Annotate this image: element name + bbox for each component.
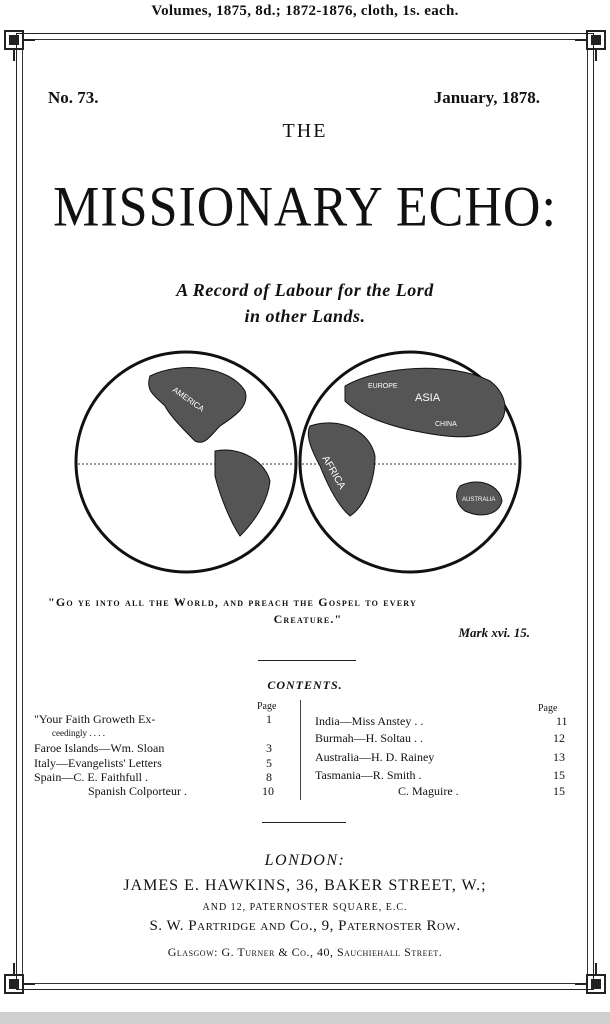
label-europe: EUROPE [368, 383, 398, 390]
toc-entry-title: Italy—Evangelists' Letters [34, 756, 162, 770]
imprint-publisher-line: JAMES E. HAWKINS, 36, BAKER STREET, W.; [123, 877, 487, 894]
title-prefix: THE [282, 120, 328, 142]
label-america: AMERICA [170, 385, 206, 414]
header-note: Volumes, 1875, 8d.; 1872-1876, cloth, 1s. each. [151, 3, 459, 19]
toc-entry-page: 15 [553, 784, 565, 798]
left-page-header: Page [257, 701, 277, 712]
label-australia: AUSTRALIA [462, 497, 496, 503]
toc-entry-title: India—Miss Anstey . . [315, 714, 424, 728]
issue-number: No. 73. [48, 88, 99, 107]
subtitle-line-1: A Record of Labour for the Lord [176, 280, 434, 300]
toc-entry-page: 12 [553, 731, 565, 745]
toc-entry-page: 5 [266, 756, 272, 770]
imprint-address-line: AND 12, PATERNOSTER SQUARE, E.C. [202, 902, 408, 913]
toc-entry-title: ceedingly . . . . [52, 728, 105, 738]
toc-entry-page: 13 [553, 750, 565, 764]
quote-line-1: "Go ye into all the World, and preach the Gospel to every [48, 595, 417, 609]
issue-date: January, 1878. [433, 88, 540, 107]
toc-entry-title: Faroe Islands—Wm. Sloan [34, 741, 165, 755]
toc-entry-page: 1 [266, 712, 272, 726]
toc-entry-title: Tasmania—R. Smith . [315, 768, 422, 782]
contents-heading: CONTENTS. [267, 678, 343, 692]
toc-entry-page: 15 [553, 768, 565, 782]
quote-line-2: Creature." [273, 612, 343, 626]
scripture-citation: Mark xvi. 15. [458, 625, 530, 640]
label-asia: ASIA [415, 392, 441, 404]
right-page-header: Page [538, 703, 558, 714]
toc-entry-title: Australia—H. D. Rainey [315, 750, 435, 764]
masthead-title: MISSIONARY ECHO: [53, 176, 557, 239]
toc-entry-title: Burmah—H. Soltau . . [315, 731, 423, 745]
toc-entry-title: Spain—C. E. Faithfull . [34, 770, 148, 784]
toc-entry-page: 10 [262, 784, 274, 798]
toc-entry-title: "Your Faith Groweth Ex- [34, 712, 156, 726]
toc-entry-page: 3 [266, 741, 272, 755]
subtitle-line-2: in other Lands. [244, 306, 366, 326]
label-china: CHINA [435, 421, 457, 428]
toc-entry-page: 8 [266, 770, 272, 784]
imprint-city: LONDON: [264, 852, 346, 869]
toc-entry-title: Spanish Colporteur . [88, 784, 187, 798]
imprint-copublisher-line: S. W. Partridge and Co., 9, Paternoster Row. [149, 918, 461, 934]
toc-entry-page: 11 [556, 714, 568, 728]
toc-entry-title: C. Maguire . [398, 784, 459, 798]
contents-column-divider [300, 700, 301, 800]
page-bottom-strip [0, 1012, 610, 1024]
label-africa: AFRICA [319, 454, 348, 492]
imprint-glasgow-line: Glasgow: G. Turner & Co., 40, Sauchiehall Street. [167, 945, 443, 959]
divider-rule-bottom [262, 822, 346, 823]
